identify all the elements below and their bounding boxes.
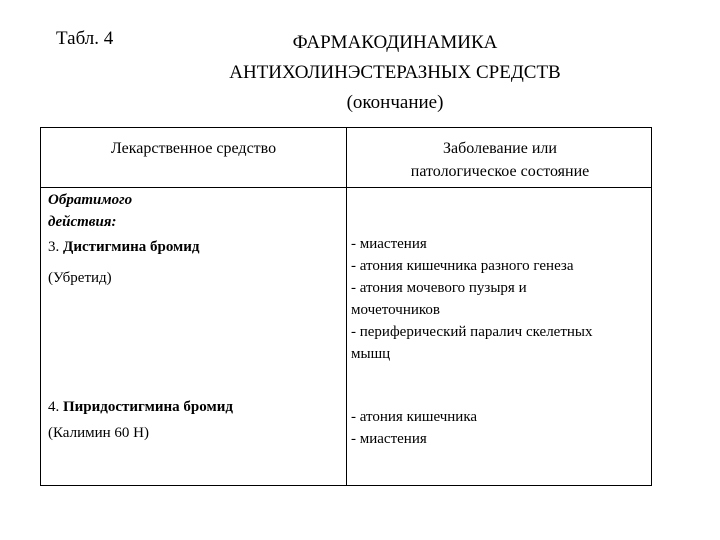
drug-trade-name: (Калимин 60 Н) bbox=[48, 425, 149, 441]
condition-item: - миастения bbox=[351, 431, 427, 447]
condition-item: - атония мочевого пузыря и bbox=[351, 280, 527, 296]
group-label-line-1: Обратимого bbox=[48, 192, 133, 208]
table-row-drug bbox=[48, 236, 338, 289]
condition-item: - атония кишечника разного генеза bbox=[351, 258, 574, 274]
drug-name: Дистигмина бромид bbox=[63, 239, 200, 255]
pharmacodynamics-table bbox=[40, 127, 652, 486]
drug-name: Пиридостигмина бромид bbox=[63, 399, 233, 415]
condition-item: - атония кишечника bbox=[351, 409, 478, 425]
table-row-conditions bbox=[351, 233, 647, 365]
table-row-drug bbox=[48, 396, 338, 444]
table-row-conditions bbox=[351, 406, 647, 450]
title-line-2: АНТИХОЛИНЭСТЕРАЗНЫХ СРЕДСТВ bbox=[229, 62, 561, 83]
drug-number: 3. bbox=[48, 239, 60, 255]
table-number: Табл. 4 bbox=[56, 28, 114, 49]
header-condition-line-2: патологическое состояние bbox=[410, 163, 590, 180]
group-label-line-2: действия: bbox=[48, 214, 117, 230]
group-label bbox=[48, 189, 338, 233]
title-line-3: (окончание) bbox=[346, 92, 444, 113]
title-line-1: ФАРМАКОДИНАМИКА bbox=[292, 32, 498, 53]
condition-item: - миастения bbox=[351, 236, 427, 252]
drug-trade-name: (Убретид) bbox=[48, 270, 112, 286]
header-condition bbox=[347, 137, 653, 183]
condition-item: мышц bbox=[351, 346, 391, 362]
condition-item: - периферический паралич скелетных bbox=[351, 324, 593, 340]
drug-number: 4. bbox=[48, 399, 60, 415]
condition-item: мочеточников bbox=[351, 302, 440, 318]
header-drug: Лекарственное средство bbox=[110, 140, 277, 157]
header-condition-line-1: Заболевание или bbox=[443, 140, 557, 157]
page-title bbox=[160, 28, 630, 118]
